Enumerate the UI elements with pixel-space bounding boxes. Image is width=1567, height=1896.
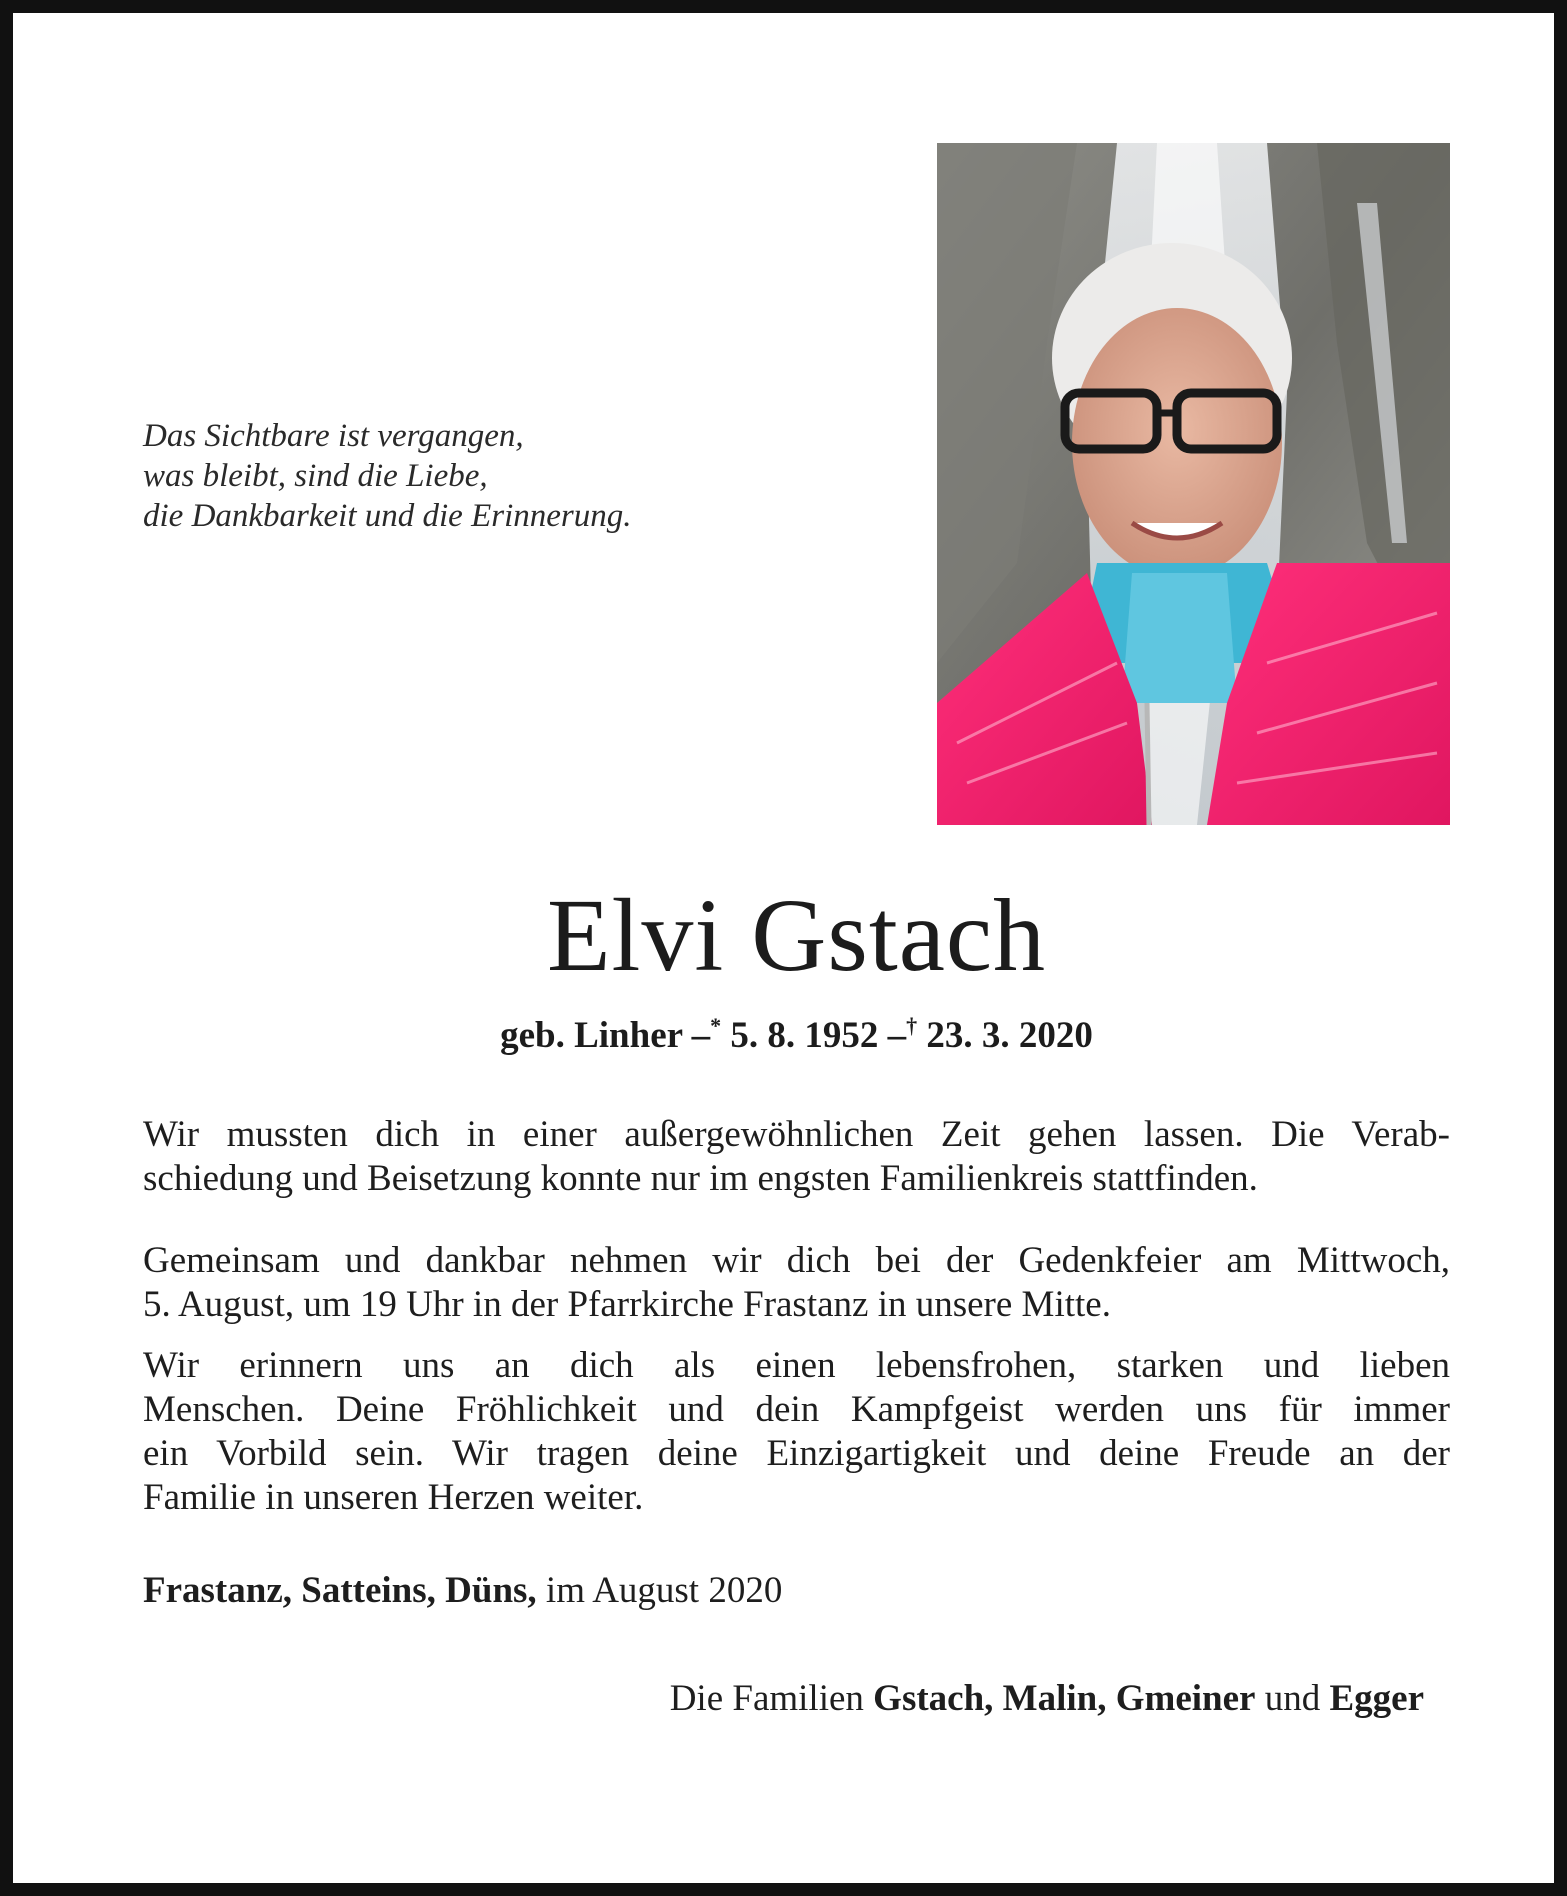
families-prefix: Die Familien — [669, 1678, 864, 1719]
place-towns: Frastanz, Satteins, Düns, — [143, 1570, 537, 1611]
family-names-last: Egger — [1329, 1678, 1424, 1719]
paragraph-line: schiedung und Beisetzung konnte nur im engsten Familienkreis stattfinden. — [143, 1158, 1258, 1199]
birth-date: 5. 8. 1952 — [730, 1015, 879, 1056]
family-signature — [670, 1677, 1424, 1721]
paragraph-line: Wir erinnern uns an dich als einen lebensfrohen, starken und lieben — [143, 1345, 1450, 1386]
paragraph-line: Gemeinsam und dankbar nehmen wir dich bei der Gedenkfeier am Mittwoch, — [143, 1240, 1450, 1281]
families-and: und — [1264, 1678, 1321, 1719]
paragraph-line: ein Vorbild sein. Wir tragen deine Einzigartigkeit und deine Freude an der — [143, 1433, 1450, 1474]
paragraph-line: Menschen. Deine Fröhlichkeit und dein Kampfgeist werden uns für immer — [143, 1389, 1450, 1430]
paragraph-farewell — [143, 1113, 1450, 1201]
family-names: Gstach, Malin, Gmeiner — [873, 1678, 1256, 1719]
separator: – — [887, 1015, 907, 1056]
death-date: 23. 3. 2020 — [926, 1015, 1093, 1056]
quote-line: was bleibt, sind die Liebe, — [143, 458, 488, 494]
separator: – — [691, 1015, 711, 1056]
place-and-date — [143, 1569, 782, 1613]
paragraph-line: Familie in unseren Herzen weiter. — [143, 1477, 644, 1518]
death-symbol: † — [906, 1013, 918, 1038]
place-date: im August 2020 — [545, 1570, 783, 1611]
paragraph-memorial-service — [143, 1239, 1450, 1327]
portrait-photo — [937, 143, 1450, 825]
quote-line: Das Sichtbare ist vergangen, — [143, 418, 524, 454]
quote-line: die Dankbarkeit und die Erinnerung. — [143, 498, 632, 534]
deceased-name: Elvi Gstach — [546, 878, 1047, 993]
memorial-quote — [143, 416, 843, 536]
maiden-name: geb. Linher — [500, 1015, 683, 1056]
life-dates — [13, 1003, 1567, 1059]
portrait-photo-icon — [937, 143, 1450, 825]
birth-symbol: * — [710, 1013, 722, 1038]
paragraph-line: 5. August, um 19 Uhr in der Pfarrkirche Frastanz in unsere Mitte. — [143, 1284, 1111, 1325]
paragraph-line: Wir mussten dich in einer außergewöhnlichen Zeit gehen lassen. Die Verab- — [143, 1114, 1450, 1155]
paragraph-remembrance — [143, 1344, 1450, 1520]
